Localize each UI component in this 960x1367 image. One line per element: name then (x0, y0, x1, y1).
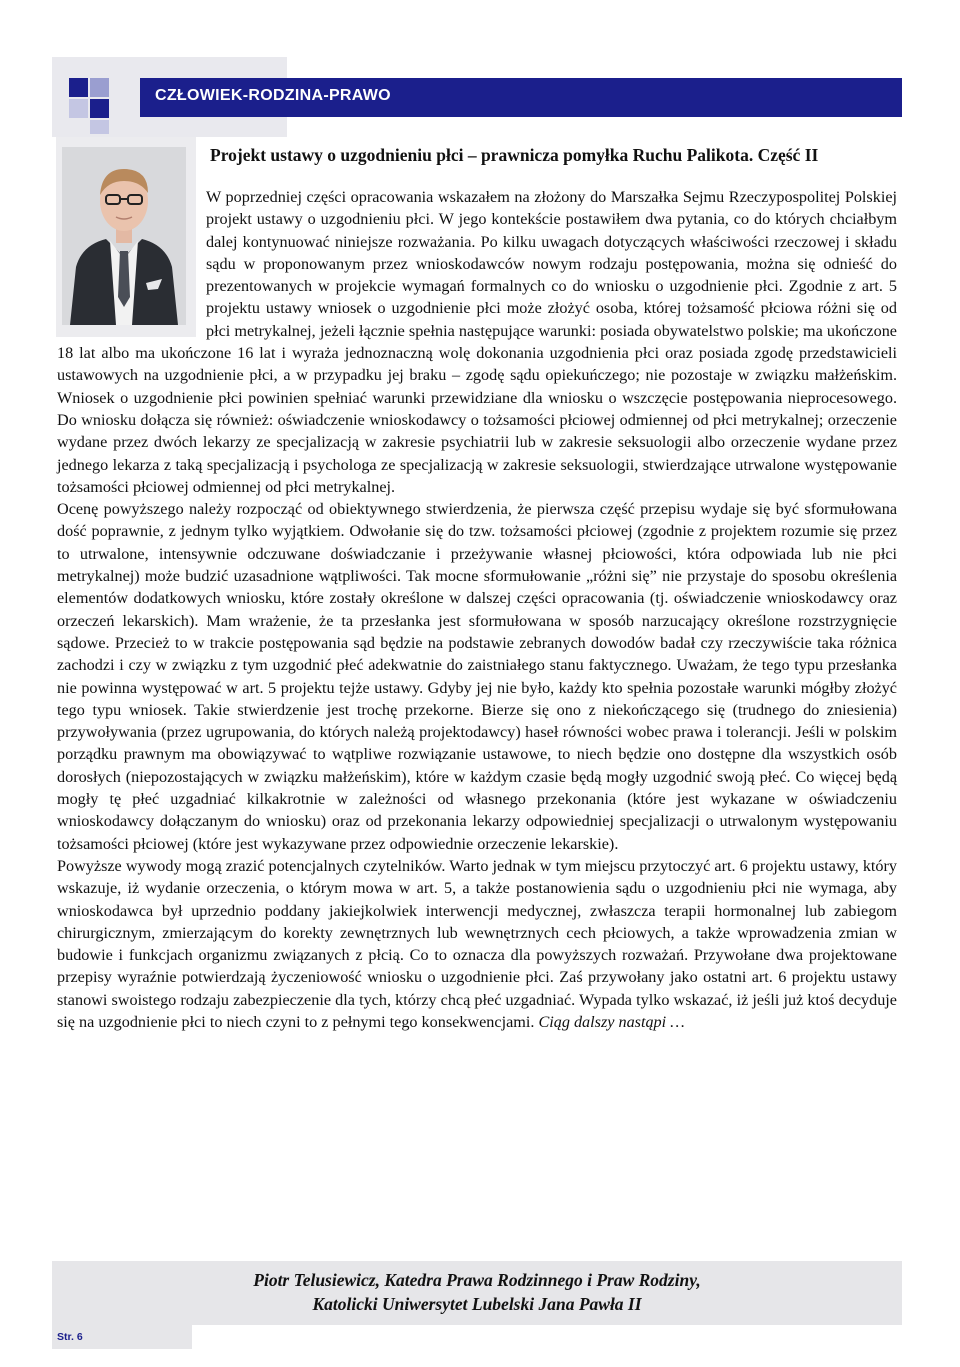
paragraph (57, 855, 897, 1033)
paragraph: W poprzedniej części opracowania wskazałem na złożony do Marszałka Sejmu Rzeczypospolitej Polskiej projekt ustawy o uzgodnieniu płci. W jego kontekście postawiłem dwa pytania, co do których chciałbym dalej kontynuować niniejsze rozważania. Po kilku uwagach dotyczących właściwości rzeczowej i składu sądu w proponowanym przez wnioskodawców nowym rodzaju postępowania, można się odnieść do prezentowanych w projekcie wymagań formalnych co do wniosku o uzgodnienie płci. Zgodnie z art. 5 projektu ustawy wniosek o uzgodnienie płci może złożyć osoba, której tożsamość płciowa różni się od płci metrykalnej, jeżeli łącznie spełnia następujące warunki: posiada obywatelstwo polskie; ma ukończone 18 lat albo ma ukończone 16 lat i wyraża jednoznaczną wolę dokonania uzgodnienia płci oraz posiada zgodę przedstawicieli ustawowych na uzgodnienie płci, a w przypadku jej braku – zgodę sądu opiekuńczego; nie pozostaje w związku małżeńskim. Wniosek o uzgodnienie płci powinien spełniać warunki przewidziane dla wniosku o wszczęcie postępowania nieprocesowego. Do wniosku dołącza się również: oświadczenie wnioskodawcy o tożsamości płciowej odmiennej od płci metrykalnej; orzeczenie wydane przez dwóch lekarzy ze specjalizacją w zakresie psychiatrii lub w zakresie seksuologii albo orzeczenie wydane przez jednego lekarza z taką specjalizacją i psychologa ze specjalizacją w zakresie seksuologii, stwierdzające utrwalone występowanie tożsamości płciowej odmiennej od płci metrykalnej. (57, 188, 897, 496)
article-title: Projekt ustawy o uzgodnieniu płci – prawnicza pomyłka Ruchu Palikota. Część II (210, 145, 819, 165)
continued-note: Ciąg dalszy nastąpi … (538, 1012, 685, 1031)
paragraph-text: Powyższe wywody mogą zrazić potencjalnych czytelników. Warto jednak w tym miejscu przytoczyć art. 6 projektu ustawy, który wskazuje, iż wydanie orzeczenia, o którym mowa w art. 5, a także postanowienia sądu o uzgodnieniu płci nie wymaga, aby wnioskodawca był uprzednio poddany jakiejkolwiek interwencji medycznej, zwłaszcza terapii hormonalnej lub zabiegom chirurgicznym, zmierzającym do korekty zewnętrznych lub wewnętrznych cech płciowych, a także wprowadzenia zmian w budowie i funkcjach organizmu związanych z płcią. Co to oznacza dla powyższych rozważań. Przywołane dwa projektowane przepisy wyraźnie potwierdzają życzeniowość wniosku o uzgodnienie płci. Zaś przywołany jako ostatni art. 6 projektu ustawy stanowi swoistego rodzaju zabezpieczenie dla tych, którzy chcą płeć uzgadniać. Wypada tylko wskazać, iż jeśli już ktoś decyduje się na uzgodnienie płci to niech czyni to z pełnymi tego konsekwencjami. (57, 856, 897, 1031)
header-square-mid (90, 78, 109, 97)
paragraph: Ocenę powyższego należy rozpocząć od obiektywnego stwierdzenia, że pierwsza część przepisu wydaje się być sformułowana dość poprawnie, z jednym tylko wyjątkiem. Odwołanie się do tzw. tożsamości płciowej (zgodnie z projektem rozumie się przez to utrwalone, intensywnie odczuwane doświadczanie i przeżywanie własnej płciowości, która odpowiada lub nie płci metrykalnej) może budzić uzasadnione wątpliwości. Tak mocne sformułowanie „różni się” nie przystaje do sposobu określenia elementów dodatkowych wniosku, które zostały określone w dalszej części opracowania (tj. oświadczenie wnioskodawcy oraz orzeczeń lekarskich). Mam wrażenie, że ta przesłanka jest sformułowana w sposób narzucający określone rozstrzygnięcie sądowe. Przecież to w trakcie postępowania sąd będzie na podstawie zebranych dowodów badał czy rzeczywiście taka różnica zachodzi i czy w związku z tym uzgodnić płeć adekwatnie do zaistniałego stanu faktycznego. Uważam, że tego typu przesłanka nie powinna występować w art. 5 projektu tejże ustawy. Gdyby jej nie było, każdy kto spełnia pozostałe warunki mógłby złożyć tego typu wniosek. Takie stwierdzenie jest trochę przekorne. Bierze się ono z niekończącego się (trudnego do zniesienia) przywoływania (przez ugrupowania, do których należą projektodawcy) haseł równości wobec prawa i tolerancji. Jeśli w polskim porządku prawnym ma obowiązywać to wątpliwe rozwiązanie ustawowe, to niech będzie ono dostępne dla wszystkich osób dorosłych (niepozostających w związku małżeńskim), które w każdym czasie będą mogły uzgodnić swoją płeć. Co więcej będą mogły tę płeć uzgadniać kilkakrotnie w zależności od własnego przekonania (które jest wykazane w oświadczeniu wnioskodawcy dołączanym do wniosku) oraz od przekonania lekarzy odpowiedniej specjalizacji o utrwalonym występowaniu tożsamości płciowej (które jest wykazywane przez odpowiednie orzeczenie lekarskie). (57, 500, 897, 853)
header-square-light (90, 120, 109, 134)
article-body (57, 186, 897, 1033)
header-square-dark (69, 78, 88, 97)
author-line-1: Piotr Telusiewicz, Katedra Prawa Rodzinnego i Praw Rodziny, (253, 1270, 701, 1290)
section-title: CZŁOWIEK-RODZINA-PRAWO (155, 87, 391, 104)
author-line-2: Katolicki Uniwersytet Lubelski Jana Pawła II (312, 1294, 642, 1314)
photo-wrap-spacer (57, 186, 206, 338)
header-square-light (69, 99, 88, 118)
header-square-dark (90, 99, 109, 118)
author-credit (52, 1268, 902, 1316)
page-number: Str. 6 (57, 1331, 83, 1343)
